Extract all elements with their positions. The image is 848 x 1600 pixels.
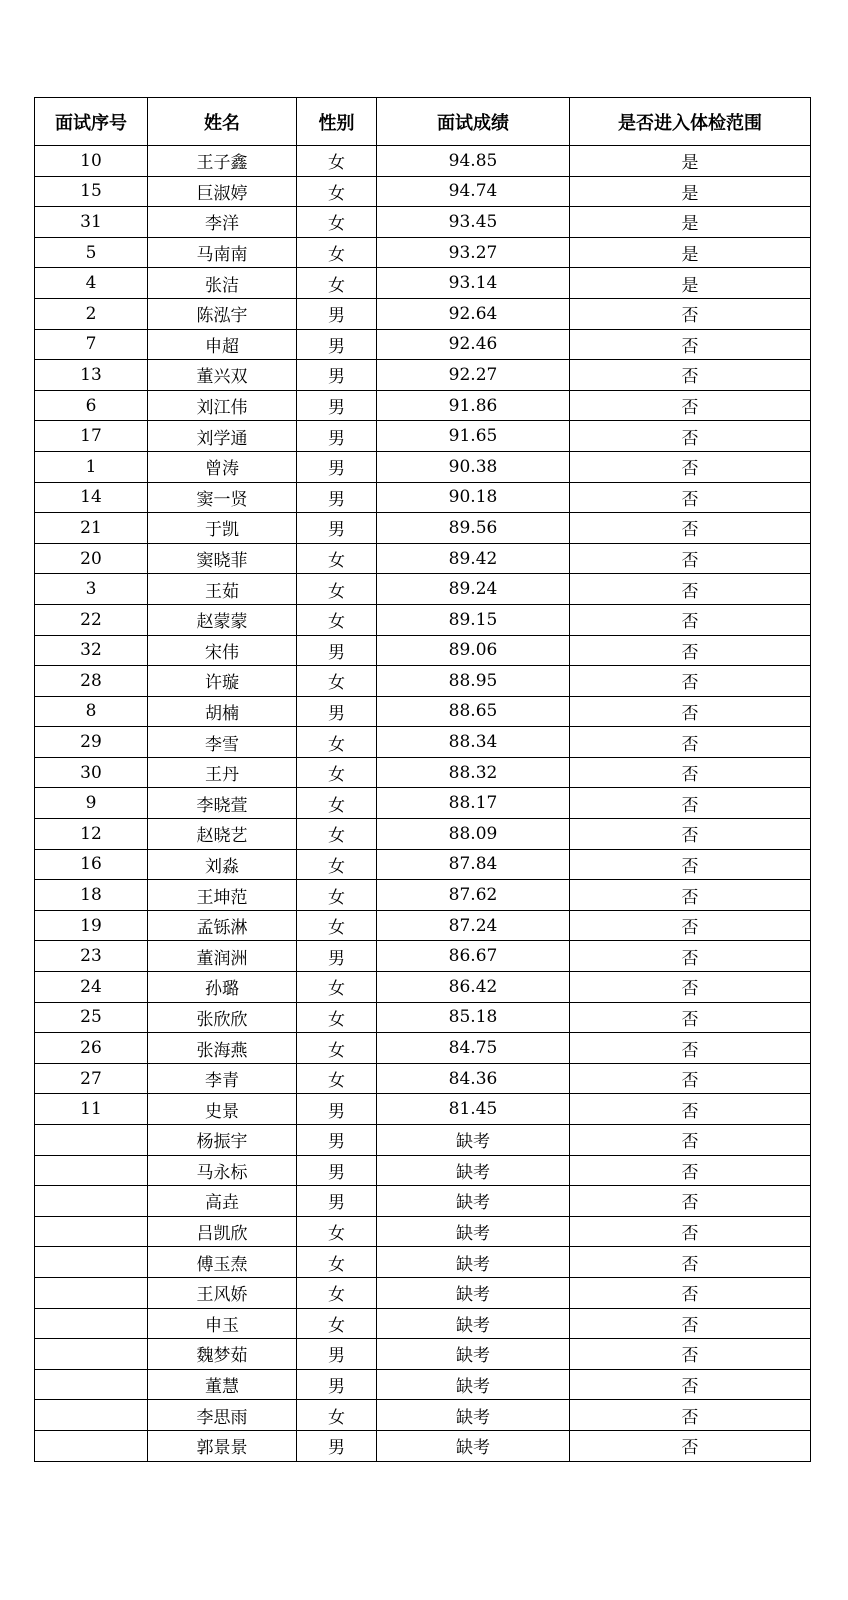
table-row (35, 1369, 811, 1400)
cell-name: 王坤范 (148, 880, 297, 911)
cell-interview-number (35, 1430, 148, 1461)
table-row (35, 972, 811, 1003)
cell-interview-number (35, 1155, 148, 1186)
cell-name: 张欣欣 (148, 1002, 297, 1033)
cell-interview-number: 5 (35, 237, 148, 268)
cell-interview-number (35, 1186, 148, 1217)
cell-gender: 女 (297, 757, 377, 788)
table-row (35, 788, 811, 819)
cell-physical-exam-eligibility: 否 (570, 360, 811, 391)
cell-interview-score: 86.42 (377, 972, 570, 1003)
table-row (35, 1125, 811, 1156)
cell-interview-score: 90.38 (377, 451, 570, 482)
cell-interview-score: 89.15 (377, 604, 570, 635)
cell-interview-number: 12 (35, 819, 148, 850)
cell-gender: 男 (297, 482, 377, 513)
cell-gender: 男 (297, 941, 377, 972)
cell-interview-number: 3 (35, 574, 148, 605)
table-row (35, 146, 811, 177)
cell-interview-score: 缺考 (377, 1216, 570, 1247)
cell-physical-exam-eligibility: 否 (570, 574, 811, 605)
cell-physical-exam-eligibility: 否 (570, 1033, 811, 1064)
cell-name: 孙璐 (148, 972, 297, 1003)
cell-interview-number: 15 (35, 176, 148, 207)
cell-gender: 女 (297, 604, 377, 635)
table-row (35, 1339, 811, 1370)
cell-name: 马永标 (148, 1155, 297, 1186)
cell-interview-score: 93.27 (377, 237, 570, 268)
cell-physical-exam-eligibility: 否 (570, 972, 811, 1003)
table-row (35, 604, 811, 635)
cell-interview-number: 9 (35, 788, 148, 819)
cell-interview-score: 92.46 (377, 329, 570, 360)
cell-name: 王子鑫 (148, 146, 297, 177)
cell-interview-score: 缺考 (377, 1400, 570, 1431)
cell-gender: 男 (297, 513, 377, 544)
cell-physical-exam-eligibility: 否 (570, 1369, 811, 1400)
header-name: 姓名 (148, 98, 297, 146)
table-row (35, 1063, 811, 1094)
cell-interview-number: 31 (35, 207, 148, 238)
cell-physical-exam-eligibility: 否 (570, 757, 811, 788)
table-row (35, 207, 811, 238)
cell-name: 董兴双 (148, 360, 297, 391)
cell-physical-exam-eligibility: 否 (570, 1216, 811, 1247)
cell-name: 胡楠 (148, 696, 297, 727)
cell-gender: 女 (297, 268, 377, 299)
cell-physical-exam-eligibility: 否 (570, 390, 811, 421)
cell-gender: 女 (297, 146, 377, 177)
cell-interview-score: 缺考 (377, 1247, 570, 1278)
cell-physical-exam-eligibility: 否 (570, 941, 811, 972)
cell-physical-exam-eligibility: 是 (570, 176, 811, 207)
table-row (35, 696, 811, 727)
cell-interview-number: 23 (35, 941, 148, 972)
cell-interview-number: 27 (35, 1063, 148, 1094)
cell-physical-exam-eligibility: 否 (570, 1308, 811, 1339)
cell-gender: 女 (297, 237, 377, 268)
cell-gender: 男 (297, 298, 377, 329)
cell-gender: 男 (297, 696, 377, 727)
cell-name: 刘江伟 (148, 390, 297, 421)
cell-name: 马南南 (148, 237, 297, 268)
cell-physical-exam-eligibility: 是 (570, 146, 811, 177)
cell-name: 申超 (148, 329, 297, 360)
cell-interview-score: 88.09 (377, 819, 570, 850)
header-physical-exam-eligibility: 是否进入体检范围 (570, 98, 811, 146)
cell-interview-score: 88.65 (377, 696, 570, 727)
cell-interview-number: 10 (35, 146, 148, 177)
cell-physical-exam-eligibility: 否 (570, 1125, 811, 1156)
cell-name: 董润洲 (148, 941, 297, 972)
cell-interview-number (35, 1125, 148, 1156)
cell-physical-exam-eligibility: 否 (570, 1094, 811, 1125)
cell-name: 巨淑婷 (148, 176, 297, 207)
cell-physical-exam-eligibility: 否 (570, 1186, 811, 1217)
cell-interview-score: 87.84 (377, 849, 570, 880)
cell-interview-score: 92.27 (377, 360, 570, 391)
cell-interview-number: 22 (35, 604, 148, 635)
cell-interview-number: 6 (35, 390, 148, 421)
table-row (35, 819, 811, 850)
cell-interview-number: 21 (35, 513, 148, 544)
cell-name: 李青 (148, 1063, 297, 1094)
cell-name: 李晓萱 (148, 788, 297, 819)
cell-interview-score: 88.95 (377, 666, 570, 697)
cell-gender: 女 (297, 727, 377, 758)
cell-physical-exam-eligibility: 否 (570, 819, 811, 850)
cell-gender: 女 (297, 880, 377, 911)
cell-physical-exam-eligibility: 否 (570, 880, 811, 911)
table-row (35, 635, 811, 666)
cell-name: 董慧 (148, 1369, 297, 1400)
cell-interview-score: 缺考 (377, 1369, 570, 1400)
cell-interview-number: 8 (35, 696, 148, 727)
cell-name: 张海燕 (148, 1033, 297, 1064)
cell-interview-score: 89.56 (377, 513, 570, 544)
table-row (35, 1277, 811, 1308)
cell-interview-number: 25 (35, 1002, 148, 1033)
cell-interview-number: 1 (35, 451, 148, 482)
cell-name: 宋伟 (148, 635, 297, 666)
cell-gender: 女 (297, 207, 377, 238)
cell-interview-number: 13 (35, 360, 148, 391)
cell-interview-score: 缺考 (377, 1125, 570, 1156)
cell-interview-number: 16 (35, 849, 148, 880)
table-row (35, 1186, 811, 1217)
cell-physical-exam-eligibility: 否 (570, 1400, 811, 1431)
header-gender: 性别 (297, 98, 377, 146)
cell-physical-exam-eligibility: 否 (570, 1155, 811, 1186)
cell-interview-number: 17 (35, 421, 148, 452)
cell-interview-score: 缺考 (377, 1430, 570, 1461)
cell-name: 曾涛 (148, 451, 297, 482)
cell-name: 窦一贤 (148, 482, 297, 513)
cell-gender: 男 (297, 635, 377, 666)
table-row (35, 1400, 811, 1431)
table-row (35, 1155, 811, 1186)
table-row (35, 574, 811, 605)
table-row (35, 849, 811, 880)
table-row (35, 1094, 811, 1125)
cell-gender: 男 (297, 1094, 377, 1125)
cell-name: 王丹 (148, 757, 297, 788)
cell-interview-score: 缺考 (377, 1155, 570, 1186)
cell-name: 郭景景 (148, 1430, 297, 1461)
cell-physical-exam-eligibility: 否 (570, 482, 811, 513)
cell-interview-number: 14 (35, 482, 148, 513)
cell-physical-exam-eligibility: 否 (570, 910, 811, 941)
cell-gender: 男 (297, 1125, 377, 1156)
cell-gender: 女 (297, 1400, 377, 1431)
table-body (35, 146, 811, 1462)
cell-interview-score: 88.34 (377, 727, 570, 758)
cell-interview-score: 88.17 (377, 788, 570, 819)
cell-name: 李思雨 (148, 1400, 297, 1431)
cell-interview-number: 29 (35, 727, 148, 758)
cell-interview-score: 缺考 (377, 1308, 570, 1339)
cell-physical-exam-eligibility: 否 (570, 1002, 811, 1033)
cell-gender: 男 (297, 1339, 377, 1370)
cell-name: 李洋 (148, 207, 297, 238)
cell-interview-score: 81.45 (377, 1094, 570, 1125)
cell-interview-number: 18 (35, 880, 148, 911)
table-row (35, 1247, 811, 1278)
table-row (35, 880, 811, 911)
cell-interview-number: 11 (35, 1094, 148, 1125)
cell-interview-number: 24 (35, 972, 148, 1003)
cell-interview-score: 94.85 (377, 146, 570, 177)
cell-interview-score: 缺考 (377, 1186, 570, 1217)
cell-gender: 女 (297, 176, 377, 207)
cell-name: 许璇 (148, 666, 297, 697)
cell-physical-exam-eligibility: 是 (570, 268, 811, 299)
cell-name: 赵蒙蒙 (148, 604, 297, 635)
cell-physical-exam-eligibility: 否 (570, 696, 811, 727)
cell-interview-score: 缺考 (377, 1339, 570, 1370)
cell-gender: 女 (297, 819, 377, 850)
cell-gender: 女 (297, 849, 377, 880)
cell-gender: 男 (297, 1369, 377, 1400)
cell-physical-exam-eligibility: 是 (570, 237, 811, 268)
cell-physical-exam-eligibility: 否 (570, 604, 811, 635)
cell-name: 刘淼 (148, 849, 297, 880)
cell-name: 孟铄淋 (148, 910, 297, 941)
cell-name: 李雪 (148, 727, 297, 758)
cell-interview-score: 88.32 (377, 757, 570, 788)
table-row (35, 1430, 811, 1461)
cell-physical-exam-eligibility: 否 (570, 451, 811, 482)
cell-gender: 男 (297, 390, 377, 421)
table-row (35, 1308, 811, 1339)
cell-gender: 男 (297, 1430, 377, 1461)
cell-gender: 女 (297, 1033, 377, 1064)
cell-name: 王茹 (148, 574, 297, 605)
cell-physical-exam-eligibility: 否 (570, 513, 811, 544)
cell-gender: 女 (297, 666, 377, 697)
cell-name: 刘学通 (148, 421, 297, 452)
cell-name: 张洁 (148, 268, 297, 299)
table-row (35, 421, 811, 452)
cell-interview-number: 7 (35, 329, 148, 360)
cell-gender: 男 (297, 329, 377, 360)
cell-gender: 女 (297, 1308, 377, 1339)
cell-name: 吕凯欣 (148, 1216, 297, 1247)
cell-name: 杨振宇 (148, 1125, 297, 1156)
cell-name: 王风娇 (148, 1277, 297, 1308)
cell-gender: 女 (297, 1063, 377, 1094)
cell-interview-score: 90.18 (377, 482, 570, 513)
cell-interview-number (35, 1216, 148, 1247)
interview-score-table (34, 97, 811, 1462)
cell-name: 高垚 (148, 1186, 297, 1217)
cell-name: 于凯 (148, 513, 297, 544)
cell-gender: 女 (297, 543, 377, 574)
cell-interview-number (35, 1247, 148, 1278)
table-row (35, 910, 811, 941)
cell-interview-number: 30 (35, 757, 148, 788)
cell-interview-score: 93.14 (377, 268, 570, 299)
table-row (35, 176, 811, 207)
table-row (35, 451, 811, 482)
cell-interview-number (35, 1400, 148, 1431)
cell-name: 窦晓菲 (148, 543, 297, 574)
cell-physical-exam-eligibility: 否 (570, 849, 811, 880)
cell-interview-score: 93.45 (377, 207, 570, 238)
header-row (35, 98, 811, 146)
cell-interview-number: 19 (35, 910, 148, 941)
cell-physical-exam-eligibility: 否 (570, 1063, 811, 1094)
table-row (35, 513, 811, 544)
cell-name: 陈泓宇 (148, 298, 297, 329)
table-row (35, 1216, 811, 1247)
cell-physical-exam-eligibility: 否 (570, 788, 811, 819)
cell-physical-exam-eligibility: 是 (570, 207, 811, 238)
cell-gender: 男 (297, 451, 377, 482)
cell-physical-exam-eligibility: 否 (570, 1430, 811, 1461)
cell-physical-exam-eligibility: 否 (570, 1277, 811, 1308)
cell-interview-score: 85.18 (377, 1002, 570, 1033)
cell-physical-exam-eligibility: 否 (570, 1247, 811, 1278)
cell-physical-exam-eligibility: 否 (570, 1339, 811, 1370)
table-row (35, 298, 811, 329)
cell-gender: 女 (297, 1247, 377, 1278)
cell-interview-number (35, 1308, 148, 1339)
cell-interview-score: 87.24 (377, 910, 570, 941)
cell-gender: 女 (297, 1216, 377, 1247)
cell-interview-number (35, 1369, 148, 1400)
cell-interview-number: 28 (35, 666, 148, 697)
table-row (35, 941, 811, 972)
cell-interview-score: 94.74 (377, 176, 570, 207)
table-row (35, 237, 811, 268)
cell-interview-number: 20 (35, 543, 148, 574)
table-row (35, 360, 811, 391)
cell-gender: 男 (297, 421, 377, 452)
header-interview-score: 面试成绩 (377, 98, 570, 146)
cell-interview-number: 4 (35, 268, 148, 299)
table-row (35, 329, 811, 360)
table-header (35, 98, 811, 146)
cell-interview-score: 84.75 (377, 1033, 570, 1064)
table-row (35, 268, 811, 299)
cell-gender: 男 (297, 360, 377, 391)
table-row (35, 482, 811, 513)
cell-interview-number: 32 (35, 635, 148, 666)
cell-interview-score: 89.24 (377, 574, 570, 605)
table-row (35, 666, 811, 697)
cell-interview-score: 89.42 (377, 543, 570, 574)
table-row (35, 727, 811, 758)
cell-name: 傅玉焘 (148, 1247, 297, 1278)
cell-physical-exam-eligibility: 否 (570, 298, 811, 329)
cell-gender: 女 (297, 1277, 377, 1308)
cell-gender: 女 (297, 972, 377, 1003)
cell-interview-score: 91.86 (377, 390, 570, 421)
cell-gender: 男 (297, 1186, 377, 1217)
cell-interview-score: 87.62 (377, 880, 570, 911)
cell-name: 魏梦茹 (148, 1339, 297, 1370)
cell-interview-number (35, 1339, 148, 1370)
cell-gender: 女 (297, 574, 377, 605)
table-row (35, 543, 811, 574)
table-row (35, 757, 811, 788)
cell-interview-score: 91.65 (377, 421, 570, 452)
cell-interview-score: 92.64 (377, 298, 570, 329)
cell-interview-score: 84.36 (377, 1063, 570, 1094)
table-row (35, 390, 811, 421)
cell-interview-score: 89.06 (377, 635, 570, 666)
cell-physical-exam-eligibility: 否 (570, 635, 811, 666)
cell-physical-exam-eligibility: 否 (570, 727, 811, 758)
cell-physical-exam-eligibility: 否 (570, 543, 811, 574)
cell-interview-score: 86.67 (377, 941, 570, 972)
table-row (35, 1033, 811, 1064)
cell-interview-number: 26 (35, 1033, 148, 1064)
cell-name: 申玉 (148, 1308, 297, 1339)
cell-interview-score: 缺考 (377, 1277, 570, 1308)
table-row (35, 1002, 811, 1033)
cell-gender: 女 (297, 910, 377, 941)
cell-interview-number: 2 (35, 298, 148, 329)
cell-gender: 男 (297, 1155, 377, 1186)
cell-physical-exam-eligibility: 否 (570, 421, 811, 452)
cell-gender: 女 (297, 788, 377, 819)
cell-physical-exam-eligibility: 否 (570, 329, 811, 360)
header-interview-number: 面试序号 (35, 98, 148, 146)
cell-name: 赵晓艺 (148, 819, 297, 850)
cell-interview-number (35, 1277, 148, 1308)
cell-name: 史景 (148, 1094, 297, 1125)
cell-gender: 女 (297, 1002, 377, 1033)
cell-physical-exam-eligibility: 否 (570, 666, 811, 697)
